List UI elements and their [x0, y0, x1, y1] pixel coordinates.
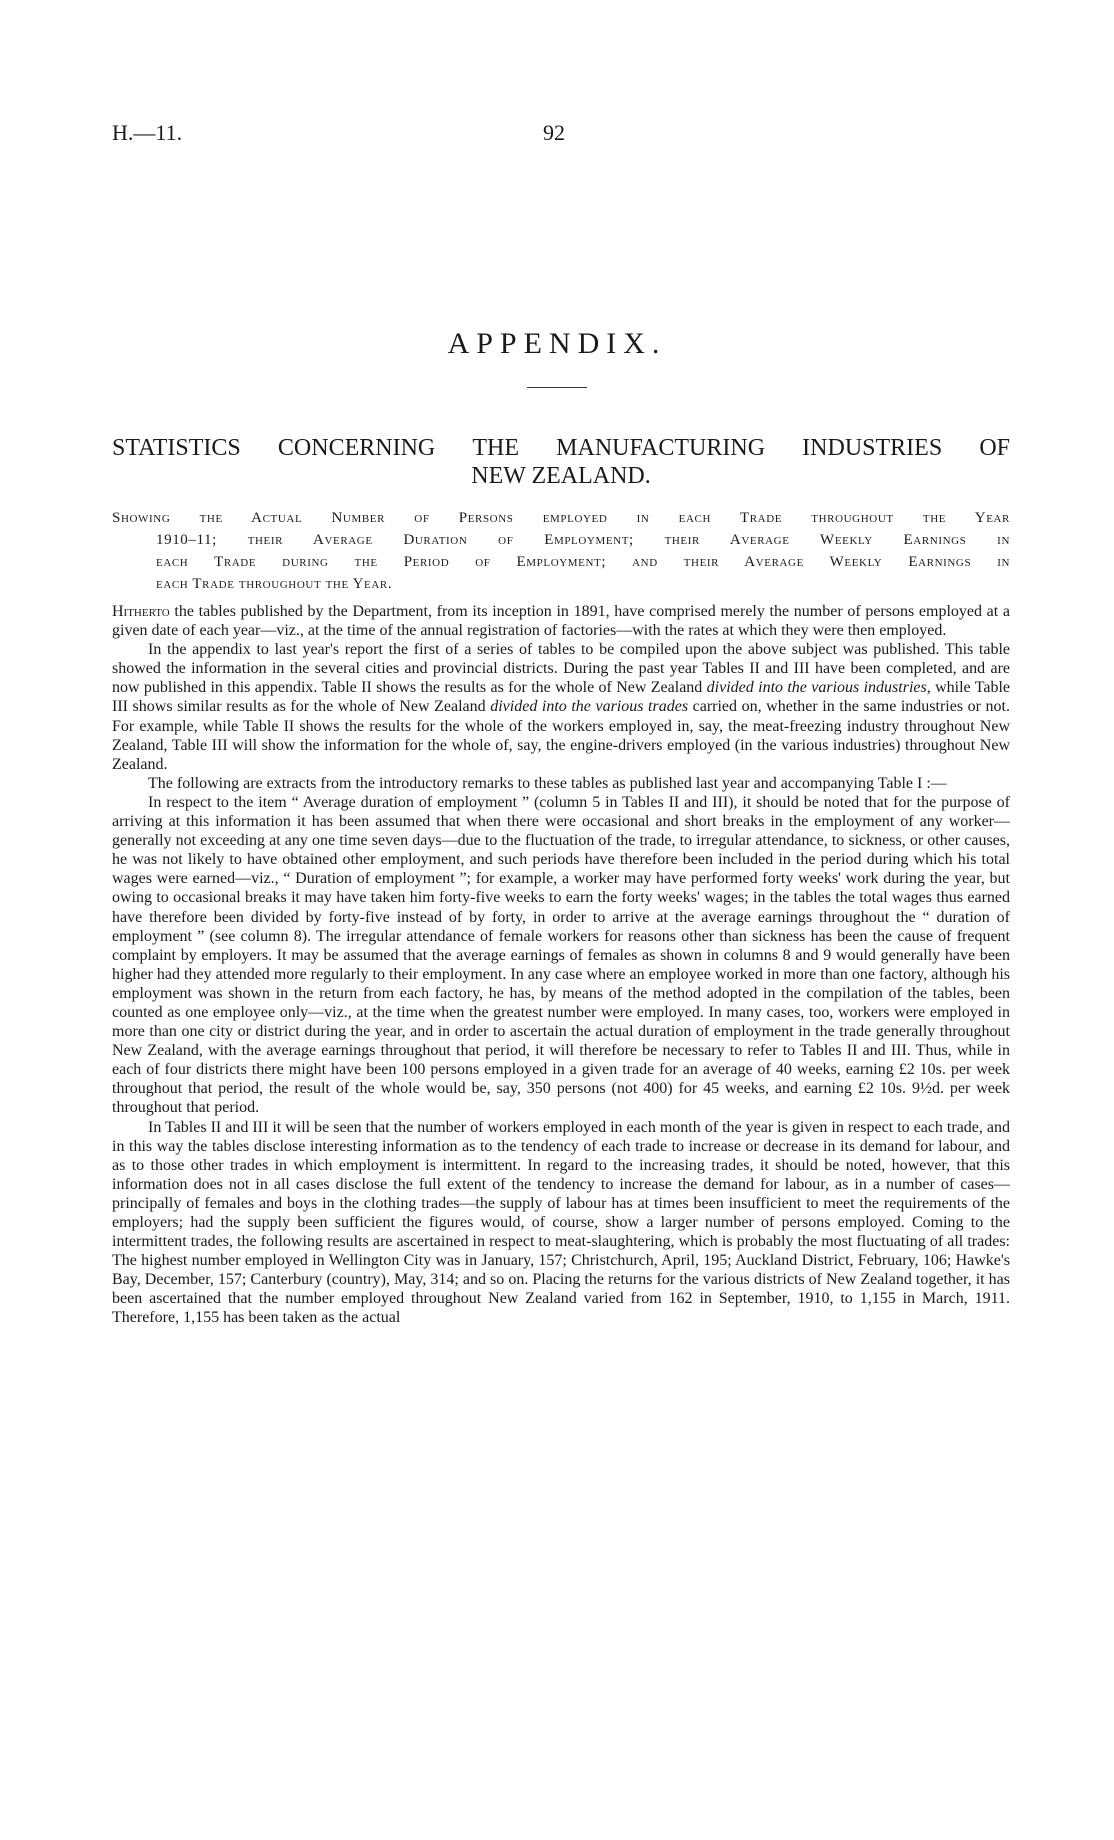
paragraph-text: the tables published by the Department, from its inception in 1891, have comprised merely the number of persons employed at a given date of each year—viz., at the time of the annual registration of factories—with the rates at which they were then employed. [112, 603, 1010, 640]
paragraph-lead-word: Hitherto [112, 603, 170, 620]
subtitle-line: each Trade throughout the Year. [156, 576, 393, 592]
subtitle-line: 1910–11; their Average Duration of Employment; their Average Weekly Earnings in [156, 532, 1010, 548]
paragraph-text: while Table III shows similar results as for the whole of New Zealand [112, 679, 1011, 716]
paragraph [112, 640, 1010, 774]
title-word: THE [472, 435, 520, 461]
paragraph-text: carried on, whether in the same industries or not. For example, while Table II shows the results for the whole of the workers employed in, say, the meat-freezing industry throughout New Zealand, Table III will show the information for the whole of, say, the engine-drivers employed (in the various industries) throughout New Zealand. [112, 698, 1011, 773]
paragraph [112, 602, 1010, 640]
page-number: 92 [543, 120, 565, 145]
subtitle-line: Showing the Actual Number of Persons employed in each Trade throughout the Year [112, 510, 1010, 526]
emphasis-text: divided into the various industries, [706, 679, 931, 697]
document-subtitle [112, 507, 1010, 595]
title-word: OF [979, 435, 1010, 461]
title-word: INDUSTRIES [802, 435, 943, 461]
title-word: CONCERNING [277, 435, 436, 461]
paragraph: In respect to the item “ Average duration of employment ” (column 5 in Tables II and III), it should be noted that for the purpose of arriving at this information it has been assumed that when there were occasional and short breaks in the employment of any worker—generally not exceeding at any one time seven days—due to the fluctuation of the trade, to irregular attendance, to sickness, or other causes, he was not likely to have obtained other employment, and such periods have therefore been included in the period during which his total wages were earned—viz., “ Duration of employment ”; for example, a worker may have performed forty weeks' work during the year, but owing to occasional breaks it may have taken him forty-five weeks to earn the forty weeks' wages; in the tables the total wages thus earned have therefore been divided by forty-five instead of by forty, in order to arrive at the average earnings throughout the “ duration of employment ” (see column 8). The irregular attendance of female workers for reasons other than sickness has been the cause of frequent complaint by employers. It may be assumed that the average earnings of females as shown in columns 8 and 9 would generally have been higher had they attended more regularly to their employment. In any case where an employee worked in more than one factory, although his employment was shown in the return from each factory, he has, by means of the method adopted in the compilation of the tables, been counted as one employee only—viz., at the time when the greatest number were employed. In many cases, too, workers were employed in more than one city or district during the year, and in order to ascertain the actual duration of employment in the trade generally throughout New Zealand, with the average earnings throughout that period, it will therefore be necessary to refer to Tables II and III. Thus, while in each of four districts there might have been 100 persons employed in a given trade for an average of 40 weeks, earning £2 10s. per week throughout that period, the result of the whole would be, say, 350 persons (not 400) for 45 weeks, and earning £2 10s. 9½d. per week throughout that period. [112, 793, 1010, 1117]
title-word: STATISTICS [112, 435, 241, 461]
emphasis-text: divided into the various trades [490, 698, 689, 716]
appendix-heading: APPENDIX. [447, 327, 667, 360]
body-text [112, 602, 1010, 1328]
subtitle-line: each Trade during the Period of Employment; and their Average Weekly Earnings in [156, 554, 1010, 570]
title-line-1 [112, 434, 1010, 462]
title-line-2: NEW ZEALAND. [471, 463, 651, 489]
paragraph: In Tables II and III it will be seen that the number of workers employed in each month of the year is given in respect to each trade, and in this way the tables disclose interesting information as to the tendency of each trade to increase or decrease in its demand for labour, and as to those other trades in which employment is intermittent. In regard to the increasing trades, it should be noted, however, that this information does not in all cases disclose the full extent of the tendency to increase the demand for labour, as in a number of cases—principally of females and boys in the clothing trades—the supply of labour has at times been insufficient to meet the requirements of the employers; had the supply been sufficient the figures would, of course, show a larger number of persons employed. Coming to the intermittent trades, the following results are ascertained in respect to meat-slaughtering, which is probably the most fluctuating of all trades: The highest number employed in Wellington City was in January, 157; Christchurch, April, 195; Auckland District, February, 106; Hawke's Bay, December, 157; Canterbury (country), May, 314; and so on. Placing the returns for the various districts of New Zealand together, it has been ascertained that the number employed throughout New Zealand varied from 162 in September, 1910, to 1,155 in March, 1911. Therefore, 1,155 has been taken as the actual [112, 1118, 1010, 1327]
title-word: MANUFACTURING [556, 435, 766, 461]
paragraph: The following are extracts from the introductory remarks to these tables as published last year and accompanying Table I :— [148, 774, 947, 792]
document-reference: H.—11. [112, 120, 183, 145]
paragraph-text: In the appendix to last year's report the first of a series of tables to be compiled upon the above subject was published. This table showed the information in the several cities and provincial districts. During the past year Tables II and III have been completed, and are now published in this appendix. Table II shows the results as for the whole of New Zealand [112, 641, 1010, 697]
document-title [112, 434, 1010, 490]
heading-rule [527, 387, 587, 388]
